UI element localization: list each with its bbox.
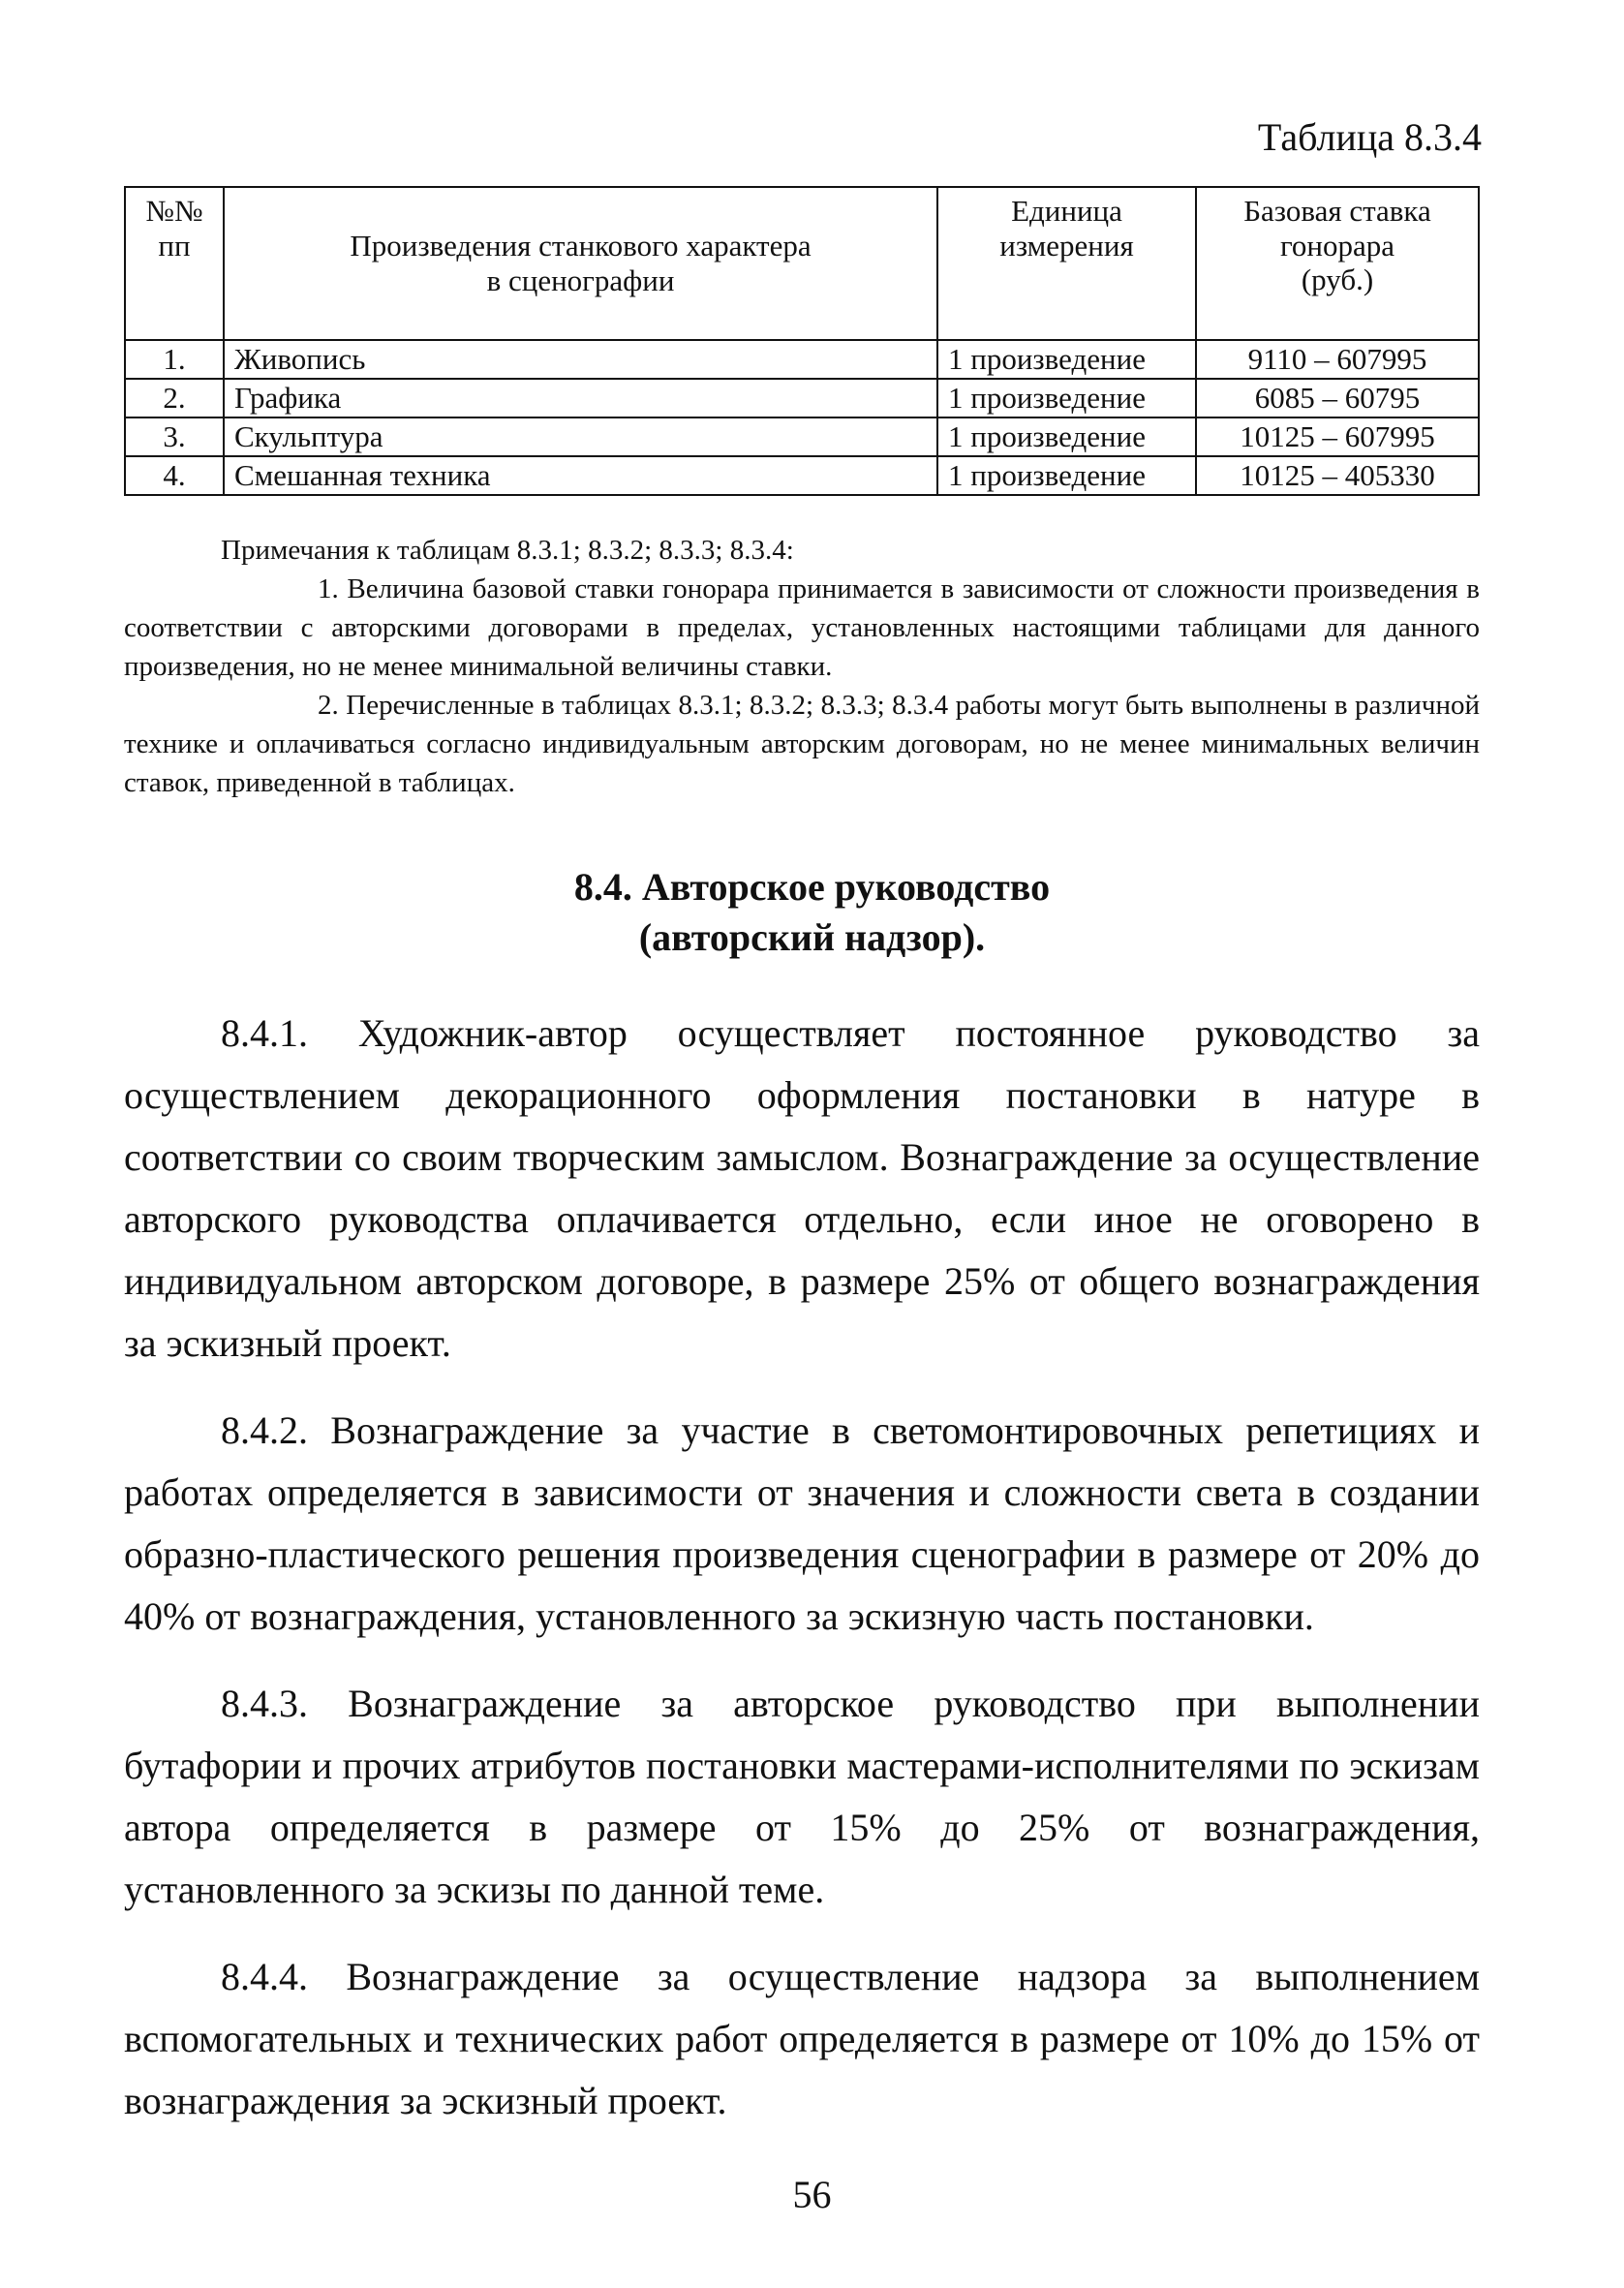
table-row (125, 456, 1479, 495)
row-base-rate: 6085 – 60795 (1196, 379, 1479, 417)
table-row (125, 379, 1479, 417)
row-number: 4. (125, 456, 224, 495)
header-unit: Единица измерения (937, 187, 1196, 340)
header-number: №№ пп (125, 187, 224, 340)
row-work-type: Смешанная техника (224, 456, 937, 495)
row-work-type: Графика (224, 379, 937, 417)
paragraph: 8.4.1. Художник-автор осуществляет постоянное руководство за осуществлением декорационного оформления постановки в натуре в соответствии со своим творческим замыслом. Вознаграждение за осуществление авторского руководства оплачивается отдельно, если иное не оговорено в индивидуальном авторском договоре, в размере 25% от общего вознаграждения за эскизный проект. (124, 1011, 1480, 1365)
table-caption: Таблица 8.3.4 (1257, 115, 1482, 159)
paragraph: 8.4.3. Вознаграждение за авторское руководство при выполнении бутафории и прочих атрибутов постановки мастерами-исполнителями по эскизам автора определяется в размере от 15% до 25% от вознаграждения, установленного за эскизы по данной теме. (124, 1682, 1480, 1911)
row-base-rate: 10125 – 405330 (1196, 456, 1479, 495)
paragraph: 8.4.2. Вознаграждение за участие в светомонтировочных репетициях и работах определяется в зависимости от значения и сложности света в создании образно-пластического решения произведения сценографии в размере от 20% до 40% от вознаграждения, установленного за эскизную часть постановки. (124, 1408, 1480, 1638)
section-title-line: (авторский надзор). (638, 915, 986, 959)
table-header-row (125, 187, 1479, 340)
notes-title: Примечания к таблицам 8.3.1; 8.3.2; 8.3.3; 8.3.4: (221, 535, 794, 566)
note-item: 2. Перечисленные в таблицах 8.3.1; 8.3.2; 8.3.3; 8.3.4 работы могут быть выполнены в различной технике и оплачиваться согласно индивидуальным авторским договорам, но не менее минимальных величин ставок, приведенной в таблицах. (124, 690, 1480, 798)
rates-table (124, 186, 1480, 496)
section-title-line: 8.4. Авторское руководство (573, 865, 1051, 909)
header-base-rate: Базовая ставка гонорара (руб.) (1196, 187, 1479, 340)
paragraph: 8.4.4. Вознаграждение за осуществление надзора за выполнением вспомогательных и технических работ определяется в размере от 10% до 15% от вознаграждения за эскизный проект. (124, 1955, 1480, 2122)
row-unit: 1 произведение (937, 417, 1196, 456)
row-base-rate: 9110 – 607995 (1196, 340, 1479, 379)
page-number: 56 (792, 2173, 832, 2216)
table-notes (124, 531, 1480, 802)
row-work-type: Скульптура (224, 417, 937, 456)
note-item: 1. Величина базовой ставки гонорара принимается в зависимости от сложности произведения в соответствии с авторскими договорами в пределах, установленных настоящими таблицами для данного произведения, но не менее минимальной величины ставки. (124, 573, 1480, 682)
row-unit: 1 произведение (937, 456, 1196, 495)
row-number: 3. (125, 417, 224, 456)
row-work-type: Живопись (224, 340, 937, 379)
row-unit: 1 произведение (937, 340, 1196, 379)
header-work-type: Произведения станкового характера в сценографии (224, 187, 937, 340)
table-row (125, 417, 1479, 456)
row-base-rate: 10125 – 607995 (1196, 417, 1479, 456)
section-body (124, 1003, 1480, 2157)
table-row (125, 340, 1479, 379)
row-number: 1. (125, 340, 224, 379)
row-unit: 1 произведение (937, 379, 1196, 417)
section-heading (0, 862, 1624, 963)
row-number: 2. (125, 379, 224, 417)
